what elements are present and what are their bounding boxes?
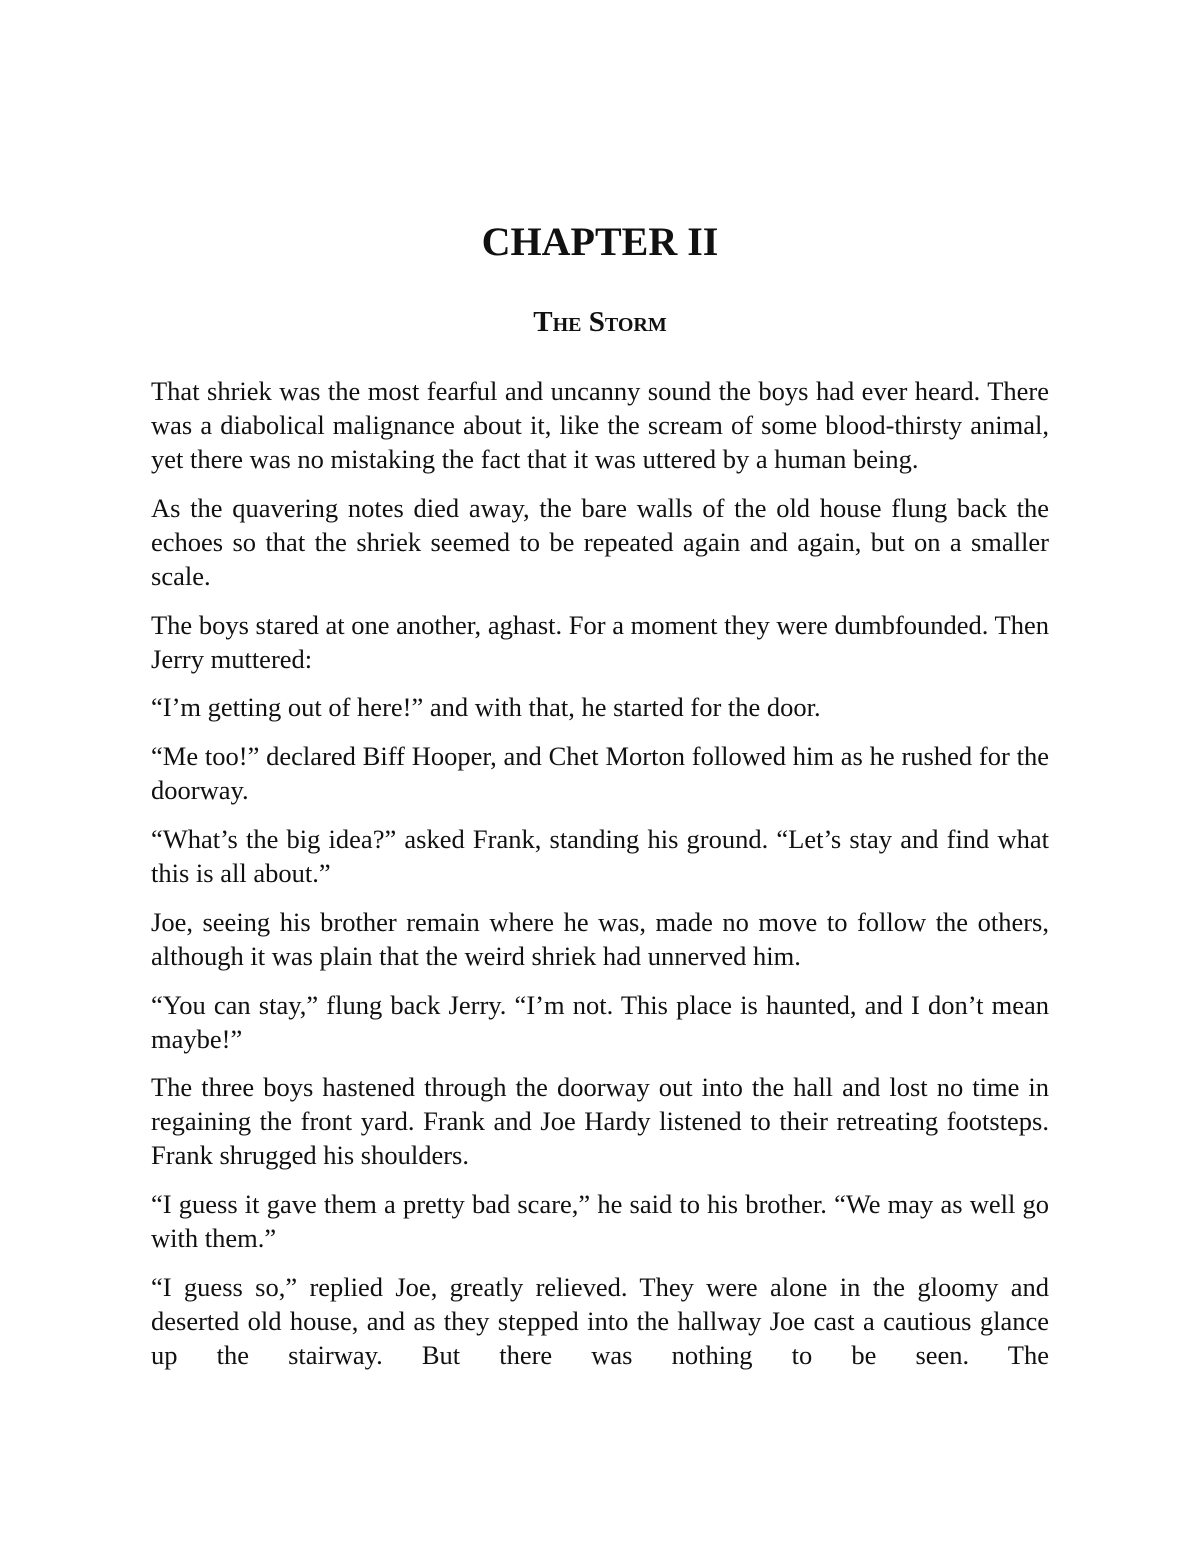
paragraph: As the quavering notes died away, the bare walls of the old house flung back the echoes so that the shriek seemed to be repeated again and again, but on a smaller scale. [151,492,1049,591]
chapter-title: The Storm [533,306,667,338]
paragraph: That shriek was the most fearful and uncanny sound the boys had ever heard. There was a diabolical malignance about it, like the scream of some blood-thirsty animal, yet there was no mistaking the fact that it was uttered by a human being. [151,376,1049,474]
paragraph: “I guess it gave them a pretty bad scare,” he said to his brother. “We may as well go with them.” [151,1189,1049,1254]
paragraph: The boys stared at one another, aghast. For a moment they were dumbfounded. Then Jerry muttered: [151,609,1049,674]
paragraph: “I’m getting out of here!” and with that, he started for the door. [151,692,821,723]
chapter-body [151,374,1049,1372]
paragraph: The three boys hastened through the doorway out into the hall and lost no time in regaining the front yard. Frank and Joe Hardy listened to their retreating footsteps. Frank shrugged his shoulders. [151,1072,1049,1171]
chapter-number: CHAPTER II [481,219,719,264]
paragraph: “You can stay,” flung back Jerry. “I’m not. This place is haunted, and I don’t mean maybe!” [151,989,1049,1054]
paragraph-continued: “I guess so,” replied Joe, greatly relieved. They were alone in the gloomy and deserted old house, and as they stepped into the hallway Joe cast a cautious glance up the stairway. But there was nothing to be seen. The [151,1271,1049,1370]
paragraph: Joe, seeing his brother remain where he was, made no move to follow the others, although it was plain that the weird shriek had unnerved him. [151,906,1049,971]
paragraph: “What’s the big idea?” asked Frank, standing his ground. “Let’s stay and find what this is all about.” [151,823,1049,888]
paragraph: “Me too!” declared Biff Hooper, and Chet Morton followed him as he rushed for the doorway. [151,741,1049,806]
